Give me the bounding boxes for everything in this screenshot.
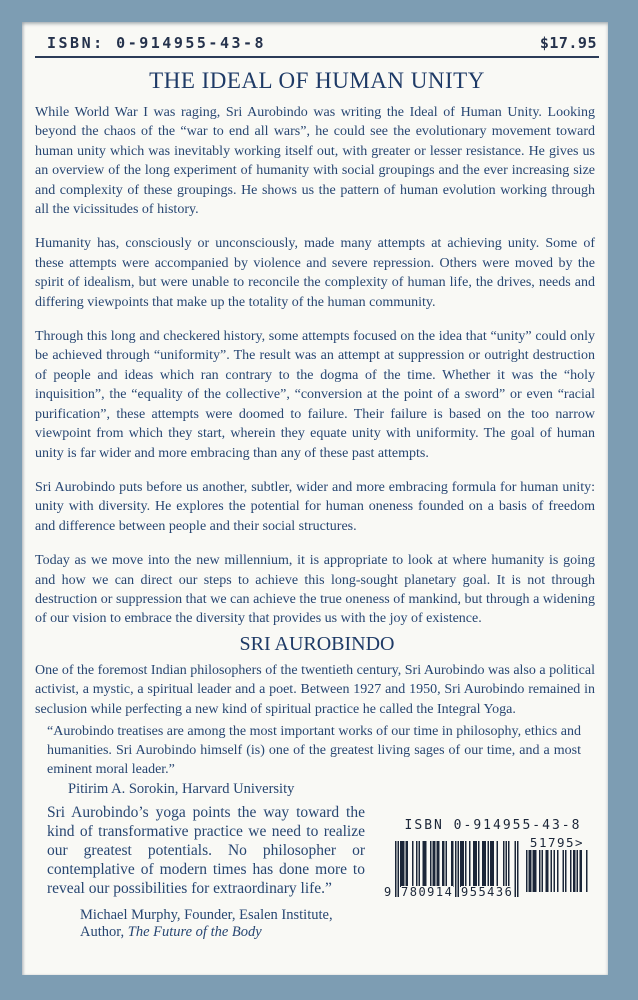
sorokin-quote: “Aurobindo treatises are among the most important works of our time in philosophy, ethics and humanities. Sri Aurobindo himself (is) one of the greatest living sages of our time, and a most eminent moral leader.” xyxy=(47,723,581,777)
murphy-attribution-line1: Michael Murphy, Founder, Esalen Institute, xyxy=(80,906,333,923)
paragraph-1: While World War I was raging, Sri Aurobindo was writing the Ideal of Human Unity. Looking beyond the chaos of the “war to end all wars”, he could see the evolutionary movement toward human unity which was inevitably working itself out, with greater or lesser resistance. He gives us an overview of the long experiment of humanity with social groupings and the ever increasing size and complexity of these groupings. He shows us the pattern of human evolution working through all the vicissitudes of history. xyxy=(35,105,595,218)
barcode-row xyxy=(384,835,591,900)
synopsis-section xyxy=(35,103,599,629)
paragraph-5: Today as we move into the new millennium, it is appropriate to look at where humanity is going and how we can direct our steps to achieve this long-sought planetary goal. It is not through destruction or suppression that we can achieve the true oneness of mankind, but through a widening of our vision to embrace the diversity that provides us with the joy of existence. xyxy=(35,553,595,627)
author-heading: SRI AUROBINDO xyxy=(239,632,395,655)
ean5-bars-graphic xyxy=(526,850,588,892)
ean-left-digits: 780914 xyxy=(401,885,454,900)
paragraph-3: Through this long and checkered history, some attempts focused on the idea that “unity” could only be achieved through “uniformity”. The result was an attempt at suppression or outright destruction of people and ideas which ran contrary to the dogma of the time. Whether it was the “holy inquisition”, the “equality of the collective”, “conversion at the point of a sword” or even “racial purification”, these attempts were doomed to failure. Their failure is based on the too narrow viewpoint from which they start, wherein they equate unity with uniformity. The goal of human unity is far wider and more embracing than any of these past attempts. xyxy=(35,329,595,461)
price-label: $17.95 xyxy=(539,34,597,52)
ean5-supplement-barcode xyxy=(526,836,588,897)
ean-first-digit: 9 xyxy=(384,885,393,900)
isbn-label: ISBN: 0-914955-43-8 xyxy=(47,34,267,52)
barcode-isbn-text: ISBN 0-914955-43-8 xyxy=(404,818,582,834)
barcode-column xyxy=(365,818,599,900)
bottom-section xyxy=(35,804,599,942)
barcode-block xyxy=(384,818,591,900)
murphy-attribution-prefix: Author, xyxy=(80,924,128,941)
header-rule xyxy=(35,56,599,58)
paragraph-4: Sri Aurobindo puts before us another, subtler, wider and more embracing formula for human unity: unity with diversity. He explores the potential for human oneness founded on a basis of freedom and difference between people and their social structures. xyxy=(35,479,595,534)
murphy-attribution-book-title: The Future of the Body xyxy=(127,924,262,941)
book-title: THE IDEAL OF HUMAN UNITY xyxy=(149,68,485,93)
top-bar xyxy=(35,31,599,52)
supplement-digits: 51795> xyxy=(529,835,585,851)
back-cover-page xyxy=(22,22,608,975)
murphy-attribution xyxy=(80,907,365,942)
murphy-quote: Sri Aurobindo’s yoga points the way toward the kind of transformative practice we need to realize our greatest potentials. No philosopher or contemplative of modern times has done more to reveal our possibilities for extraordinary life.” xyxy=(47,804,365,897)
ean-right-digits: 955436 xyxy=(461,885,514,900)
sorokin-attribution: Pitirim A. Sorokin, Harvard University xyxy=(68,781,295,798)
author-paragraph: One of the foremost Indian philosophers of the twentieth century, Sri Aurobindo was also a political activist, a mystic, a spiritual leader and a poet. Between 1927 and 1950, Sri Aurobindo remained in seclusion while perfecting a new kind of spiritual practice he called the Integral Yoga. xyxy=(35,662,595,717)
paragraph-2: Humanity has, consciously or unconsciously, made many attempts at achieving unity. Some of these attempts were accompanied by violence and severe repression. Others were moved by the spirit of idealism, but were unable to reconcile the complexity of human life, the drives, needs and differing viewpoints that make up the totality of the human community. xyxy=(35,236,595,310)
ean13-barcode xyxy=(384,841,519,900)
murphy-column xyxy=(47,804,365,942)
